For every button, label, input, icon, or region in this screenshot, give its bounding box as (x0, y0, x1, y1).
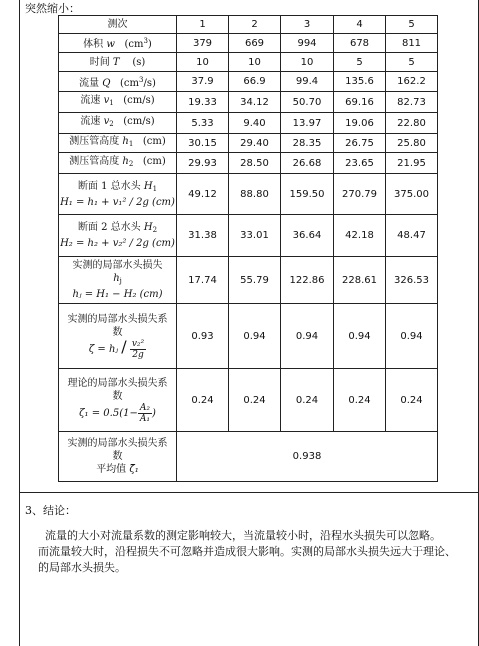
run-header: 5 (386, 16, 438, 34)
table-cell: 26.68 (281, 153, 334, 174)
section-heading: 突然缩小： (25, 2, 80, 15)
table-cell: 21.95 (386, 153, 438, 174)
table-cell: 0.24 (281, 369, 334, 432)
conclusion-line: 的局部水头损失。 (38, 561, 126, 574)
table-cell: 55.79 (229, 257, 281, 304)
conclusion-line: 流量的大小对流量系数的测定影响较大，当流量较小时，沿程水头损失可以忽略。 (45, 529, 441, 542)
row-label: 断面 1 总水头 $H_1$ H₁ = h₁ + v₁² / 2g (cm) (59, 174, 177, 215)
run-header: 1 (177, 16, 229, 34)
table-cell: 10 (229, 53, 281, 72)
table-row (59, 34, 438, 53)
table-cell: 5.33 (177, 113, 229, 134)
table-row (59, 304, 438, 369)
table-cell: 379 (177, 34, 229, 53)
row-label: 测压管高度 $h_2$ (cm) (59, 153, 177, 174)
row-label: 测压管高度 $h_1$ (cm) (59, 134, 177, 153)
row-label: 实测的局部水头损失系数 ζ = hⱼ / $\frac{\text{v₂²}}{2g}$ (59, 304, 177, 369)
table-row (59, 369, 438, 432)
table-cell: 17.74 (177, 257, 229, 304)
table-cell: 678 (334, 34, 386, 53)
table-cell: 30.15 (177, 134, 229, 153)
table-row (59, 92, 438, 113)
row-label: 体积 w $(cm^3)$ (59, 34, 177, 53)
table-row (59, 215, 438, 257)
table-cell: 69.16 (334, 92, 386, 113)
table-row (59, 257, 438, 304)
table-row (59, 53, 438, 72)
table-cell: 10 (281, 53, 334, 72)
table-cell: 135.6 (334, 72, 386, 92)
table-row (59, 153, 438, 174)
fraction: $\frac{\text{v₂²}}{2g}$ (131, 338, 145, 360)
table-cell: 0.94 (281, 304, 334, 369)
conclusion-line: 而流量较大时，沿程损失不可忽略并造成很大影响。实测的局部水头损失远大于理论、 (38, 545, 456, 558)
table-cell: 25.80 (386, 134, 438, 153)
table-cell: 811 (386, 34, 438, 53)
table-cell: 270.79 (334, 174, 386, 215)
table-cell: 10 (177, 53, 229, 72)
table-cell: 26.75 (334, 134, 386, 153)
table-cell: 42.18 (334, 215, 386, 257)
table-cell: 0.24 (334, 369, 386, 432)
table-cell: 31.38 (177, 215, 229, 257)
table-cell: 994 (281, 34, 334, 53)
table-cell: 88.80 (229, 174, 281, 215)
table-cell: 0.94 (334, 304, 386, 369)
table-cell: 29.93 (177, 153, 229, 174)
table-cell: 0.94 (386, 304, 438, 369)
header-label: 测次 (59, 16, 177, 34)
run-header: 2 (229, 16, 281, 34)
run-header: 3 (281, 16, 334, 34)
table-cell: 66.9 (229, 72, 281, 92)
section-divider (19, 492, 479, 493)
table-cell: 9.40 (229, 113, 281, 134)
table-cell: 326.53 (386, 257, 438, 304)
table-header-row (59, 16, 438, 34)
table-cell: 669 (229, 34, 281, 53)
average-value-cell: 0.938 (177, 432, 438, 482)
table-cell: 34.12 (229, 92, 281, 113)
table-cell: 48.47 (386, 215, 438, 257)
table-cell: 82.73 (386, 92, 438, 113)
table-cell: 28.35 (281, 134, 334, 153)
table-cell: 122.86 (281, 257, 334, 304)
conclusion-title: 3、结论： (25, 504, 76, 517)
table-cell: 5 (334, 53, 386, 72)
table-cell: 159.50 (281, 174, 334, 215)
table-row (59, 134, 438, 153)
table-cell: 0.24 (229, 369, 281, 432)
table-cell: 33.01 (229, 215, 281, 257)
table-cell: 0.24 (386, 369, 438, 432)
conclusion-text (38, 528, 474, 576)
table-cell: 28.50 (229, 153, 281, 174)
row-label: 理论的局部水头损失系数 ζ₁ = 0.5(1− $\frac{\text{A₂}}{\text{A₁}}$ ) (59, 369, 177, 432)
table-cell: 0.24 (177, 369, 229, 432)
table-cell: 99.4 (281, 72, 334, 92)
table-row (59, 432, 438, 482)
table-cell: 19.06 (334, 113, 386, 134)
table-cell: 13.97 (281, 113, 334, 134)
table-row (59, 72, 438, 92)
row-label: 流量 Q $(cm^3/s)$ (59, 72, 177, 92)
row-label: 流速 $v_2$ (cm/s) (59, 113, 177, 134)
row-label: 断面 2 总水头 $H_2$ H₂ = h₂ + v₂² / 2g (cm) (59, 215, 177, 257)
row-label: 流速 $v_1$ (cm/s) (59, 92, 177, 113)
fraction: $\frac{\text{A₂}}{\text{A₁}}$ (139, 402, 150, 424)
table-cell: 36.64 (281, 215, 334, 257)
table-row (59, 174, 438, 215)
table-cell: 375.00 (386, 174, 438, 215)
table-cell: 22.80 (386, 113, 438, 134)
table-cell: 37.9 (177, 72, 229, 92)
table-cell: 228.61 (334, 257, 386, 304)
table-cell: 0.94 (229, 304, 281, 369)
table-cell: 162.2 (386, 72, 438, 92)
run-header: 4 (334, 16, 386, 34)
measurement-table (58, 15, 438, 482)
table-cell: 23.65 (334, 153, 386, 174)
table-cell: 29.40 (229, 134, 281, 153)
table-cell: 0.93 (177, 304, 229, 369)
table-cell: 19.33 (177, 92, 229, 113)
row-label: 时间 T (s) (59, 53, 177, 72)
row-label: 实测的局部水头损失 $h_j$ hⱼ = H₁ − H₂ (cm) (59, 257, 177, 304)
table-row (59, 113, 438, 134)
table-cell: 5 (386, 53, 438, 72)
table-cell: 49.12 (177, 174, 229, 215)
row-label: 实测的局部水头损失系数 平均值 ζ̄₁ (59, 432, 177, 482)
table-cell: 50.70 (281, 92, 334, 113)
